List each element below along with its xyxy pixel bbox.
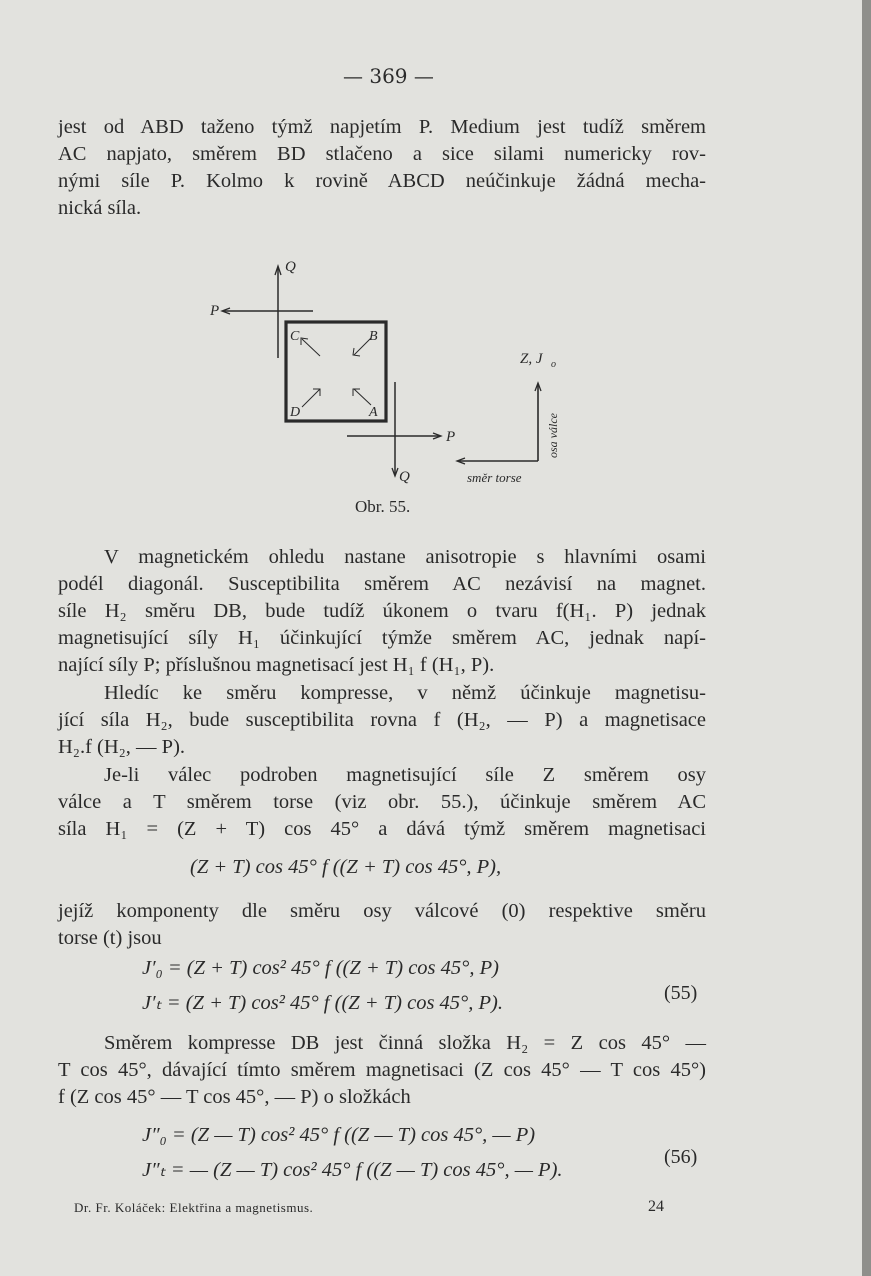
- diag-arrow-c: [302, 339, 320, 356]
- equation-56-line-1: J″₀ = (Z — T) cos² 45° f ((Z — T) cos 45°, — P): [142, 1124, 536, 1146]
- equation-number-56: (56): [664, 1146, 698, 1168]
- text-line: síle H₂ směru DB, bude tudíž úkonem o tvaru f(H₁. P) jednak: [58, 600, 706, 622]
- diag-arrow-d: [302, 389, 320, 407]
- text-line: jejíž komponenty dle směru osy válcové (0) respektive směru: [58, 900, 706, 922]
- text-line: magnetisující síly H₁ účinkující týmže směrem AC, jednak napí-: [58, 627, 706, 649]
- text-line: nická síla.: [58, 197, 142, 219]
- label-d: D: [290, 405, 301, 420]
- text-line: V magnetickém ohledu nastane anisotropie s hlavními osami: [104, 546, 706, 568]
- diag-arrow-a: [354, 389, 371, 405]
- paragraph-3: [58, 680, 706, 761]
- label-p-right: P: [446, 429, 456, 445]
- text-line: Je-li válec podroben magnetisující síle Z směrem osy: [104, 764, 706, 786]
- label-q-top: Q: [285, 259, 296, 275]
- equation-56-line-2: J″ₜ = — (Z — T) cos² 45° f ((Z — T) cos 45°, — P).: [142, 1159, 563, 1181]
- equation-magnetisation: (Z + T) cos 45° f ((Z + T) cos 45°, P),: [190, 856, 502, 878]
- text-line: válce a T směrem torse (viz obr. 55.), účinkuje směrem AC: [58, 791, 706, 813]
- equation-55-line-2: J′ₜ = (Z + T) cos² 45° f ((Z + T) cos 45°, P).: [142, 992, 503, 1014]
- text-line: jest od ABD taženo týmž napjetím P. Medium jest tudíž směrem: [58, 116, 706, 138]
- label-z-jo-subscript: o: [551, 359, 556, 370]
- text-line: Hledíc ke směru kompresse, v němž účinkuje magnetisu-: [104, 682, 706, 704]
- page-number: — 369 —: [343, 64, 434, 88]
- text-line: síla H₁ = (Z + T) cos 45° a dává týmž směrem magnetisaci: [58, 818, 706, 840]
- label-q-bottom: Q: [399, 469, 410, 485]
- equation-number-55: (55): [664, 982, 698, 1004]
- text-line: nající síly P; příslušnou magnetisací jest H₁ f (H₁, P).: [58, 654, 495, 676]
- paragraph-4: [58, 762, 706, 843]
- paragraph-5: [58, 898, 706, 952]
- label-p-left: P: [210, 303, 220, 319]
- paragraph-1: [58, 114, 706, 222]
- label-osa-valce: osa válce: [546, 413, 560, 458]
- figure-55: [195, 250, 595, 490]
- paragraph-6: [58, 1030, 706, 1111]
- text-line: H₂.f (H₂, — P).: [58, 736, 186, 758]
- text-line: nými síle P. Kolmo k rovině ABCD neúčinkuje žádná mecha-: [58, 170, 706, 192]
- footer-signature: Dr. Fr. Koláček: Elektřina a magnetismus.: [74, 1200, 314, 1215]
- paragraph-2: [58, 544, 706, 679]
- text-line: jící síla H₂, bude susceptibilita rovna f (H₂, — P) a magnetisace: [58, 709, 706, 731]
- footer-sheet-number: 24: [648, 1198, 664, 1215]
- equation-55-line-1: J′₀ = (Z + T) cos² 45° f ((Z + T) cos 45°, P): [142, 957, 499, 979]
- page-edge: [862, 0, 871, 1276]
- label-z-jo: Z, J: [520, 351, 543, 367]
- figure-caption: Obr. 55.: [355, 497, 411, 516]
- text-line: torse (t) jsou: [58, 927, 162, 949]
- label-smer-torse: směr torse: [467, 470, 522, 485]
- text-line: AC napjato, směrem BD stlačeno a sice silami numericky rov-: [58, 143, 706, 165]
- label-b: B: [369, 329, 378, 344]
- text-line: Směrem kompresse DB jest činná složka H₂ = Z cos 45° —: [104, 1032, 706, 1054]
- text-line: f (Z cos 45° — T cos 45°, — P) o složkách: [58, 1086, 411, 1108]
- text-line: T cos 45°, dávající tímto směrem magnetisaci (Z cos 45° — T cos 45°): [58, 1059, 706, 1081]
- label-a: A: [369, 405, 378, 420]
- text-line: podél diagonál. Susceptibilita směrem AC nezávisí na magnet.: [58, 573, 706, 595]
- label-c: C: [290, 329, 300, 344]
